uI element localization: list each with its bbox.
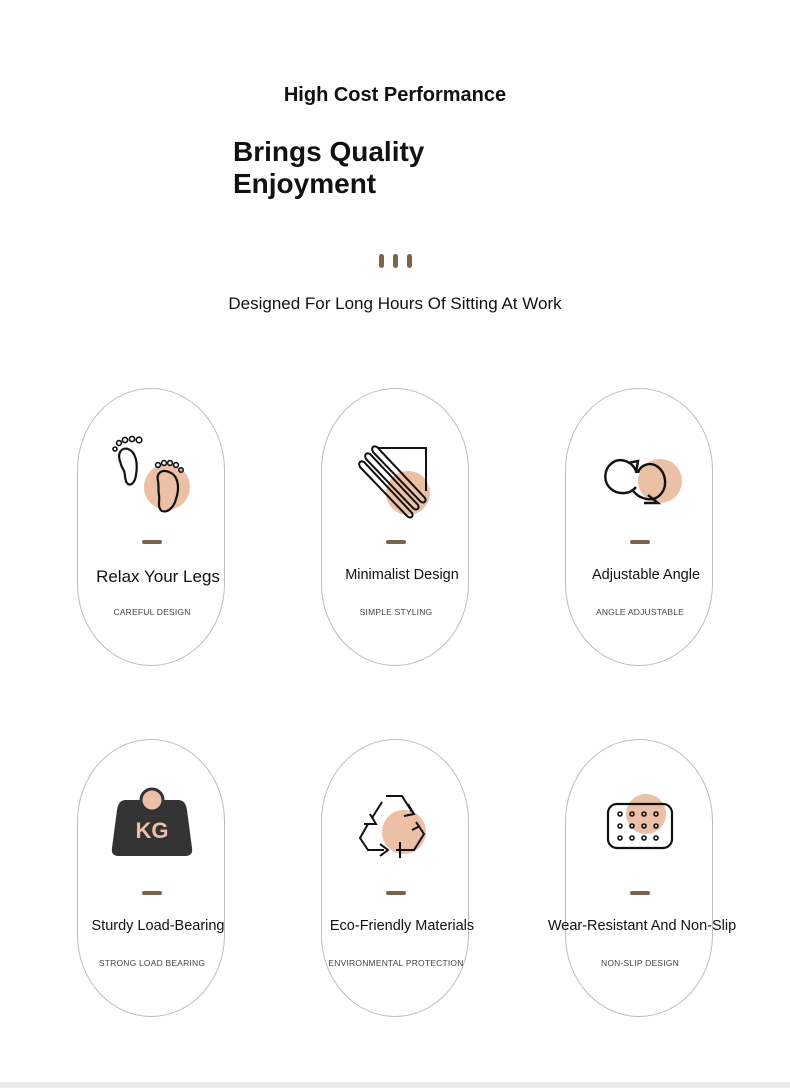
- feature-subtitle: CAREFUL DESIGN: [113, 607, 191, 617]
- recycle-icon: [356, 784, 436, 874]
- feature-card-minimalist: [321, 388, 469, 666]
- feature-card-relax-legs: [77, 388, 225, 666]
- feature-title: Eco-Friendly Materials: [329, 918, 475, 934]
- feature-subtitle: NON-SLIP DESIGN: [601, 958, 679, 968]
- feature-subtitle: SIMPLE STYLING: [359, 607, 433, 617]
- dot: [407, 254, 412, 268]
- eyebrow-title: High Cost Performance: [283, 84, 507, 106]
- accent-bar: [630, 891, 650, 895]
- feature-card-eco: [321, 739, 475, 1017]
- kg-label: KG: [135, 818, 169, 843]
- accent-bar: [142, 540, 162, 544]
- feature-subtitle: ANGLE ADJUSTABLE: [595, 607, 685, 617]
- section-subtitle: Designed For Long Hours Of Sitting At Work: [228, 294, 562, 313]
- accent-bar: [386, 891, 406, 895]
- headline-line-1: Brings Quality: [233, 136, 425, 167]
- non-slip-pad-icon: [600, 784, 680, 874]
- feature-subtitle: STRONG LOAD BEARING: [98, 958, 206, 968]
- feature-title: Relax Your Legs: [96, 567, 220, 586]
- feature-card-non-slip: [547, 739, 737, 1017]
- bottom-divider: [0, 1082, 790, 1088]
- feature-title: Wear-Resistant And Non-Slip: [547, 918, 737, 934]
- triangle-ruler-icon: [356, 433, 436, 523]
- dot: [393, 254, 398, 268]
- feature-subtitle: ENVIRONMENTAL PROTECTION: [328, 958, 464, 968]
- headline-line-2: Enjoyment: [233, 168, 377, 199]
- footprints-icon: [112, 433, 192, 523]
- headline: [233, 136, 563, 200]
- kg-weight-icon: [112, 784, 192, 874]
- accent-bar: [630, 540, 650, 544]
- accent-bar: [142, 891, 162, 895]
- feature-card-load-bearing: [77, 739, 225, 1017]
- rotate-arrows-icon: [600, 433, 680, 523]
- dot: [379, 254, 384, 268]
- decorative-dots: [0, 254, 790, 268]
- feature-card-adjustable: [565, 388, 713, 666]
- feature-title: Adjustable Angle: [591, 567, 701, 583]
- feature-title: Minimalist Design: [345, 567, 459, 583]
- feature-title: Sturdy Load-Bearing: [91, 918, 225, 934]
- accent-bar: [386, 540, 406, 544]
